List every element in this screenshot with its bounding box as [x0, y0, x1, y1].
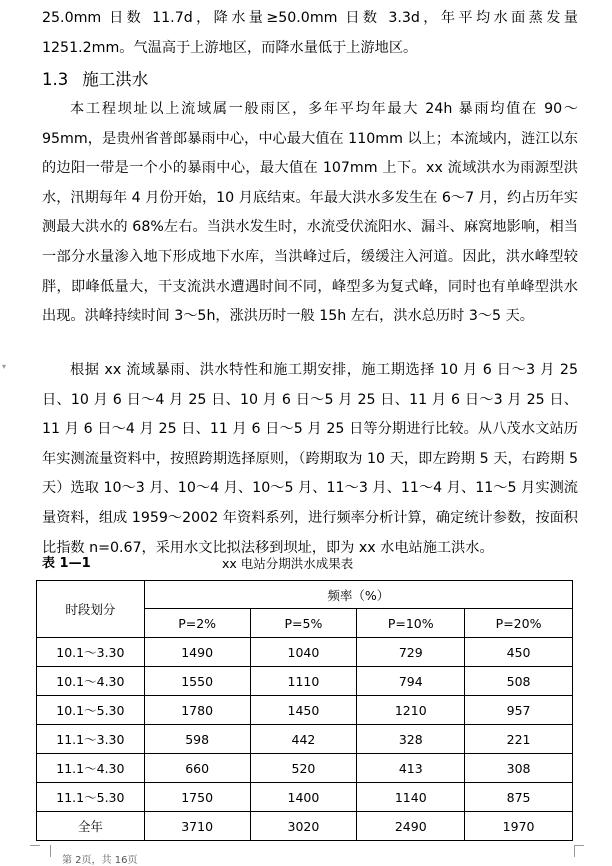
value-cell: 1780 — [144, 696, 250, 725]
section-heading — [42, 66, 148, 94]
section-number: 1.3 — [42, 70, 69, 89]
row-header-cell: 时段划分 — [37, 581, 145, 638]
value-cell: 2490 — [357, 812, 465, 841]
table-number: 表 1—1 — [42, 556, 91, 571]
margin-marker-icon: ▾ — [2, 362, 7, 371]
value-cell: 1040 — [250, 638, 357, 667]
body-paragraph-1: 本工程坝址以上流域属一般雨区，多年平均年最大 24h 暴雨均值在 90～95mm，是贵州省普郎暴雨中心，中心最大值在 110mm 以上；本流域内，涟江以东的边阳一带是一个小的暴雨中心，最大值在 107mm 上下。xx 流域洪水为雨源型洪水，汛期每年 4 月份开始，10 月底结束。年最大洪水多发生在 6～7 月，约占历年实测最大洪水的 68%左右。当洪水发生时，水流受伏流阳水、漏斗、麻窝地影响，相当一部分水量渗入地下形成地下水库，当洪峰过后，缓缓注入河道。因此，洪水峰型较胖，即峰低量大，干支流洪水遭遇时间不同，峰型多为复式峰，同时也有单峰型洪水出现。洪峰持续时间 3～5h，涨洪历时一般 15h 左右，洪水总历时 3～5 天。 — [42, 101, 578, 325]
section-title: 施工洪水 — [82, 70, 149, 89]
value-cell: 450 — [465, 638, 573, 667]
table-row — [37, 696, 573, 725]
value-cell: 875 — [465, 783, 573, 812]
value-cell: 1210 — [357, 696, 465, 725]
table-row — [37, 638, 573, 667]
value-cell: 1450 — [250, 696, 357, 725]
value-cell: 3710 — [144, 812, 250, 841]
page-corner-mark — [40, 845, 51, 857]
table-row — [37, 783, 573, 812]
column-header: P=20% — [465, 609, 573, 638]
page-corner-mark — [30, 845, 40, 846]
column-header: P=5% — [250, 609, 357, 638]
column-header: P=2% — [144, 609, 250, 638]
column-header: P=10% — [357, 609, 465, 638]
body-paragraph-2: 根据 xx 流域暴雨、洪水特性和施工期安排，施工期选择 10 月 6 日～3 月 25 日、10 月 6 日～4 月 25 日、10 月 6 日～5 月 25 日、11 月 6 日～3 月 25 日、11 月 6 日～4 月 25 日、11 月 6 日～5 月 25 日等分期进行比较。从八茂水文站历年实测流量资料中，按照跨期选择原则，（跨期取为 10 天，即左跨期 5 天，右跨期 5 天）选取 10～3 月、10～4 月、10～5 月、11～3 月、11～4 月、11～5 月实测流量资料，组成 1959～2002 年资料系列，进行频率分析计算，确定统计参数，按面积比指数 n=0.67，采用水文比拟法移到坝址，即为 xx 水电站施工洪水。 — [42, 362, 578, 556]
intro-paragraph: 25.0mm 日数 11.7d，降水量≥50.0mm 日数 3.3d，年平均水面蒸发量 1251.2mm。气温高于上游地区，而降水量低于上游地区。 — [42, 10, 578, 56]
group-header-cell: 频率（%） — [144, 581, 572, 609]
table-title: xx 电站分期洪水成果表 — [222, 556, 354, 571]
page-corner-mark — [574, 845, 584, 846]
value-cell: 508 — [465, 667, 573, 696]
value-cell: 308 — [465, 754, 573, 783]
value-cell: 660 — [144, 754, 250, 783]
period-cell: 11.1～5.30 — [37, 783, 145, 812]
value-cell: 328 — [357, 725, 465, 754]
table-row — [37, 667, 573, 696]
period-cell: 10.1～5.30 — [37, 696, 145, 725]
period-cell: 全年 — [37, 812, 145, 841]
value-cell: 442 — [250, 725, 357, 754]
value-cell: 1970 — [465, 812, 573, 841]
value-cell: 221 — [465, 725, 573, 754]
value-cell: 1550 — [144, 667, 250, 696]
page-footer: 第 2页，共 16页 — [62, 855, 138, 866]
value-cell: 1110 — [250, 667, 357, 696]
value-cell: 1490 — [144, 638, 250, 667]
period-cell: 10.1～4.30 — [37, 667, 145, 696]
value-cell: 1140 — [357, 783, 465, 812]
value-cell: 1400 — [250, 783, 357, 812]
table-row — [37, 812, 573, 841]
table-row — [37, 725, 573, 754]
value-cell: 729 — [357, 638, 465, 667]
value-cell: 520 — [250, 754, 357, 783]
period-cell: 10.1～3.30 — [37, 638, 145, 667]
value-cell: 794 — [357, 667, 465, 696]
value-cell: 413 — [357, 754, 465, 783]
page-corner-mark — [574, 845, 585, 857]
value-cell: 957 — [465, 696, 573, 725]
period-cell: 11.1～3.30 — [37, 725, 145, 754]
flood-results-table — [36, 580, 573, 841]
table-row — [37, 754, 573, 783]
table-header-row — [37, 581, 573, 609]
value-cell: 1750 — [144, 783, 250, 812]
period-cell: 11.1～4.30 — [37, 754, 145, 783]
value-cell: 598 — [144, 725, 250, 754]
value-cell: 3020 — [250, 812, 357, 841]
